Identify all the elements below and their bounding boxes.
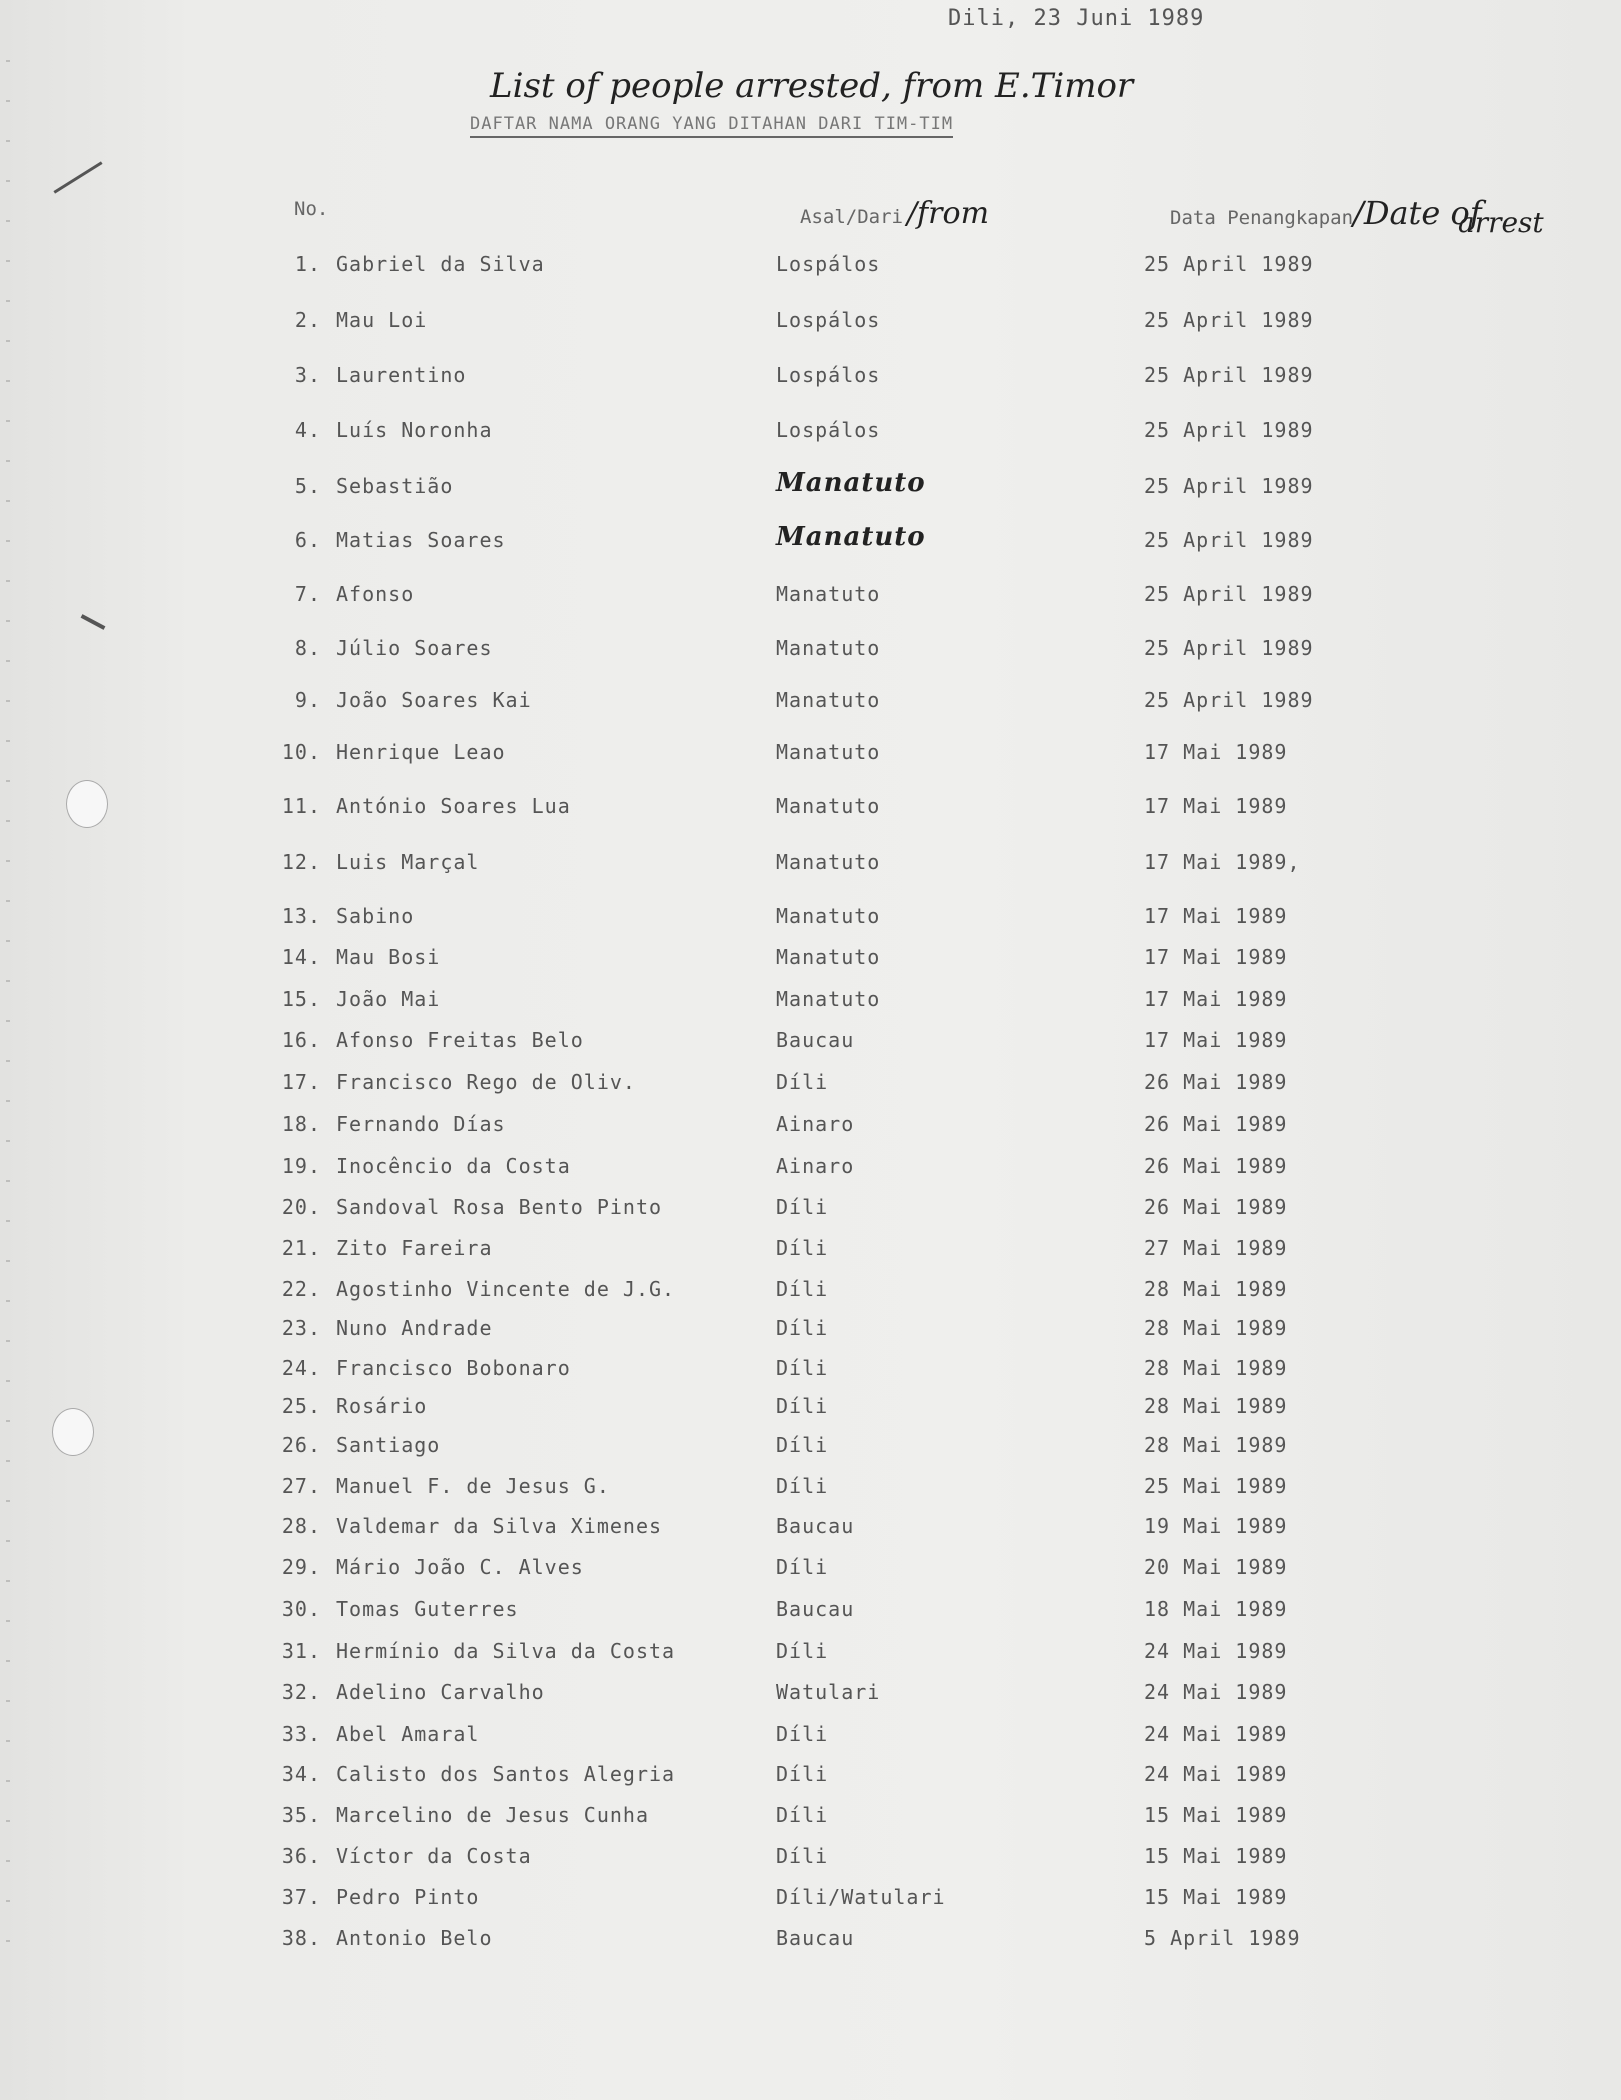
arrest-date: 25 April 1989 — [1144, 252, 1314, 276]
person-name: Agostinho Vincente de J.G. — [336, 1277, 676, 1301]
list-row — [0, 1394, 1621, 1424]
origin-place: Díli — [776, 1722, 829, 1746]
origin-place: Manatuto — [776, 794, 881, 818]
arrest-date: 25 April 1989 — [1144, 582, 1314, 606]
person-name: Víctor da Costa — [336, 1844, 532, 1868]
person-name: António Soares Lua — [336, 794, 571, 818]
pen-mark — [53, 161, 102, 193]
origin-place: Manatuto — [776, 740, 881, 764]
arrest-date: 15 Mai 1989 — [1144, 1844, 1288, 1868]
origin-place: Ainaro — [776, 1154, 855, 1178]
row-number: 28. — [281, 1514, 321, 1538]
row-number: 9. — [294, 688, 321, 712]
person-name: Francisco Bobonaro — [336, 1356, 571, 1380]
person-name: Afonso Freitas Belo — [336, 1028, 584, 1052]
arrest-date: 26 Mai 1989 — [1144, 1070, 1288, 1094]
row-number: 19. — [281, 1154, 321, 1178]
arrest-date: 17 Mai 1989 — [1144, 987, 1288, 1011]
row-number: 35. — [281, 1803, 321, 1827]
arrest-date: 17 Mai 1989 — [1144, 740, 1288, 764]
arrest-date: 28 Mai 1989 — [1144, 1316, 1288, 1340]
origin-place: Díli — [776, 1316, 829, 1340]
row-number: 18. — [281, 1112, 321, 1136]
arrest-date: 26 Mai 1989 — [1144, 1154, 1288, 1178]
row-number: 10. — [281, 740, 321, 764]
pen-mark — [81, 614, 106, 630]
list-row — [0, 1555, 1621, 1585]
origin-place: Lospálos — [776, 252, 881, 276]
person-name: Adelino Carvalho — [336, 1680, 545, 1704]
person-name: Mau Loi — [336, 308, 428, 332]
person-name: Sandoval Rosa Bento Pinto — [336, 1195, 663, 1219]
person-name: Manuel F. de Jesus G. — [336, 1474, 610, 1498]
origin-place: Díli — [776, 1555, 829, 1579]
person-name: Mau Bosi — [336, 945, 441, 969]
arrest-date: 24 Mai 1989 — [1144, 1722, 1288, 1746]
arrest-date: 17 Mai 1989 — [1144, 945, 1288, 969]
arrest-date: 24 Mai 1989 — [1144, 1762, 1288, 1786]
arrest-date: 17 Mai 1989 — [1144, 794, 1288, 818]
row-number: 24. — [281, 1356, 321, 1380]
handwritten-title: List of people arrested, from E.Timor — [490, 66, 1134, 106]
origin-place: Manatuto — [776, 468, 926, 498]
list-row — [0, 1316, 1621, 1346]
row-number: 5. — [294, 474, 321, 498]
origin-place: Manatuto — [776, 850, 881, 874]
row-number: 25. — [281, 1394, 321, 1418]
list-row — [0, 945, 1621, 975]
origin-place: Baucau — [776, 1926, 855, 1950]
person-name: Mário João C. Alves — [336, 1555, 584, 1579]
origin-place: Díli — [776, 1844, 829, 1868]
person-name: Rosário — [336, 1394, 428, 1418]
list-row — [0, 1639, 1621, 1669]
arrest-date: 26 Mai 1989 — [1144, 1195, 1288, 1219]
row-number: 27. — [281, 1474, 321, 1498]
arrest-date: 25 April 1989 — [1144, 636, 1314, 660]
list-row — [0, 740, 1621, 770]
person-name: Luis Marçal — [336, 850, 480, 874]
list-row — [0, 582, 1621, 612]
document-date: Dili, 23 Juni 1989 — [948, 6, 1205, 31]
row-number: 31. — [281, 1639, 321, 1663]
origin-place: Ainaro — [776, 1112, 855, 1136]
origin-place: Díli — [776, 1803, 829, 1827]
list-row — [0, 1277, 1621, 1307]
list-row — [0, 1028, 1621, 1058]
list-row — [0, 1154, 1621, 1184]
arrest-date: 5 April 1989 — [1144, 1926, 1301, 1950]
origin-place: Manatuto — [776, 945, 881, 969]
row-number: 16. — [281, 1028, 321, 1052]
column-header-date-typed: Data Penangkapan — [1170, 207, 1354, 229]
arrest-date: 17 Mai 1989 — [1144, 904, 1288, 928]
row-number: 34. — [281, 1762, 321, 1786]
list-row — [0, 1597, 1621, 1627]
origin-place: Díli — [776, 1356, 829, 1380]
arrest-date: 25 April 1989 — [1144, 308, 1314, 332]
origin-place: Díli/Watulari — [776, 1885, 946, 1909]
row-number: 4. — [294, 418, 321, 442]
person-name: Luís Noronha — [336, 418, 493, 442]
person-name: Calisto dos Santos Alegria — [336, 1762, 676, 1786]
typed-title: DAFTAR NAMA ORANG YANG DITAHAN DARI TIM-TIM — [470, 114, 953, 138]
list-row — [0, 1722, 1621, 1752]
origin-place: Díli — [776, 1236, 829, 1260]
arrest-date: 28 Mai 1989 — [1144, 1356, 1288, 1380]
column-header-from-typed: Asal/Dari — [800, 206, 903, 228]
person-name: Matias Soares — [336, 528, 506, 552]
person-name: Inocêncio da Costa — [336, 1154, 571, 1178]
arrest-date: 28 Mai 1989 — [1144, 1277, 1288, 1301]
row-number: 2. — [294, 308, 321, 332]
arrest-date: 25 April 1989 — [1144, 418, 1314, 442]
origin-place: Lospálos — [776, 418, 881, 442]
arrest-date: 27 Mai 1989 — [1144, 1236, 1288, 1260]
column-header-no: No. — [294, 198, 329, 220]
row-number: 37. — [281, 1885, 321, 1909]
list-row — [0, 1474, 1621, 1504]
origin-place: Díli — [776, 1277, 829, 1301]
row-number: 21. — [281, 1236, 321, 1260]
arrest-date: 17 Mai 1989, — [1144, 850, 1301, 874]
row-number: 36. — [281, 1844, 321, 1868]
row-number: 33. — [281, 1722, 321, 1746]
origin-place: Díli — [776, 1639, 829, 1663]
person-name: Henrique Leao — [336, 740, 506, 764]
origin-place: Manatuto — [776, 522, 926, 552]
list-row — [0, 1433, 1621, 1463]
arrest-date: 25 Mai 1989 — [1144, 1474, 1288, 1498]
list-row — [0, 904, 1621, 934]
row-number: 14. — [281, 945, 321, 969]
list-row — [0, 1926, 1621, 1956]
list-row — [0, 363, 1621, 393]
arrest-date: 24 Mai 1989 — [1144, 1680, 1288, 1704]
arrest-date: 25 April 1989 — [1144, 528, 1314, 552]
row-number: 15. — [281, 987, 321, 1011]
person-name: Santiago — [336, 1433, 441, 1457]
origin-place: Manatuto — [776, 987, 881, 1011]
list-row — [0, 1070, 1621, 1100]
arrest-date: 25 April 1989 — [1144, 688, 1314, 712]
arrest-date: 18 Mai 1989 — [1144, 1597, 1288, 1621]
list-row — [0, 1356, 1621, 1386]
row-number: 20. — [281, 1195, 321, 1219]
row-number: 12. — [281, 850, 321, 874]
person-name: Laurentino — [336, 363, 467, 387]
person-name: Abel Amaral — [336, 1722, 480, 1746]
origin-place: Díli — [776, 1195, 829, 1219]
arrest-date: 24 Mai 1989 — [1144, 1639, 1288, 1663]
origin-place: Díli — [776, 1070, 829, 1094]
arrest-date: 20 Mai 1989 — [1144, 1555, 1288, 1579]
origin-place: Manatuto — [776, 636, 881, 660]
arrest-date: 17 Mai 1989 — [1144, 1028, 1288, 1052]
list-row — [0, 1195, 1621, 1225]
origin-place: Díli — [776, 1433, 829, 1457]
row-number: 1. — [294, 252, 321, 276]
person-name: Pedro Pinto — [336, 1885, 480, 1909]
row-number: 8. — [294, 636, 321, 660]
person-name: Marcelino de Jesus Cunha — [336, 1803, 649, 1827]
arrest-date: 26 Mai 1989 — [1144, 1112, 1288, 1136]
origin-place: Watulari — [776, 1680, 881, 1704]
person-name: Zito Fareira — [336, 1236, 493, 1260]
list-row — [0, 522, 1621, 558]
list-row — [0, 1514, 1621, 1544]
origin-place: Baucau — [776, 1597, 855, 1621]
person-name: Gabriel da Silva — [336, 252, 545, 276]
list-row — [0, 418, 1621, 448]
person-name: Tomas Guterres — [336, 1597, 519, 1621]
row-number: 6. — [294, 528, 321, 552]
origin-place: Manatuto — [776, 904, 881, 928]
row-number: 17. — [281, 1070, 321, 1094]
arrest-date: 25 April 1989 — [1144, 474, 1314, 498]
list-row — [0, 1680, 1621, 1710]
list-row — [0, 1236, 1621, 1266]
person-name: Nuno Andrade — [336, 1316, 493, 1340]
origin-place: Díli — [776, 1474, 829, 1498]
column-header-from-handwritten: /from — [906, 196, 990, 231]
arrest-date: 15 Mai 1989 — [1144, 1885, 1288, 1909]
row-number: 32. — [281, 1680, 321, 1704]
column-header-date — [1170, 194, 1482, 232]
column-header-from — [800, 196, 989, 231]
origin-place: Baucau — [776, 1028, 855, 1052]
row-number: 30. — [281, 1597, 321, 1621]
list-row — [0, 468, 1621, 504]
list-row — [0, 688, 1621, 718]
arrest-date: 28 Mai 1989 — [1144, 1394, 1288, 1418]
person-name: Sebastião — [336, 474, 454, 498]
row-number: 38. — [281, 1926, 321, 1950]
column-header-date-handwritten-2: arrest — [1458, 206, 1544, 239]
person-name: João Mai — [336, 987, 441, 1011]
row-number: 22. — [281, 1277, 321, 1301]
list-row — [0, 1762, 1621, 1792]
person-name: Júlio Soares — [336, 636, 493, 660]
row-number: 29. — [281, 1555, 321, 1579]
list-row — [0, 987, 1621, 1017]
person-name: Francisco Rego de Oliv. — [336, 1070, 636, 1094]
list-row — [0, 1803, 1621, 1833]
origin-place: Lospálos — [776, 363, 881, 387]
origin-place: Díli — [776, 1394, 829, 1418]
column-header-date-handwritten: /Date of — [1353, 194, 1482, 232]
row-number: 26. — [281, 1433, 321, 1457]
origin-place: Lospálos — [776, 308, 881, 332]
row-number: 11. — [281, 794, 321, 818]
arrest-date: 19 Mai 1989 — [1144, 1514, 1288, 1538]
list-row — [0, 308, 1621, 338]
list-row — [0, 850, 1621, 880]
person-name: Afonso — [336, 582, 415, 606]
list-row — [0, 252, 1621, 282]
row-number: 3. — [294, 363, 321, 387]
person-name: Sabino — [336, 904, 415, 928]
list-row — [0, 1844, 1621, 1874]
list-row — [0, 636, 1621, 666]
list-row — [0, 1885, 1621, 1915]
row-number: 13. — [281, 904, 321, 928]
list-row — [0, 1112, 1621, 1142]
person-name: Antonio Belo — [336, 1926, 493, 1950]
person-name: João Soares Kai — [336, 688, 532, 712]
row-number: 7. — [294, 582, 321, 606]
arrest-date: 25 April 1989 — [1144, 363, 1314, 387]
person-name: Valdemar da Silva Ximenes — [336, 1514, 663, 1538]
origin-place: Baucau — [776, 1514, 855, 1538]
origin-place: Manatuto — [776, 688, 881, 712]
row-number: 23. — [281, 1316, 321, 1340]
arrest-date: 15 Mai 1989 — [1144, 1803, 1288, 1827]
origin-place: Díli — [776, 1762, 829, 1786]
list-row — [0, 794, 1621, 824]
origin-place: Manatuto — [776, 582, 881, 606]
arrest-date: 28 Mai 1989 — [1144, 1433, 1288, 1457]
person-name: Fernando Días — [336, 1112, 506, 1136]
person-name: Hermínio da Silva da Costa — [336, 1639, 676, 1663]
